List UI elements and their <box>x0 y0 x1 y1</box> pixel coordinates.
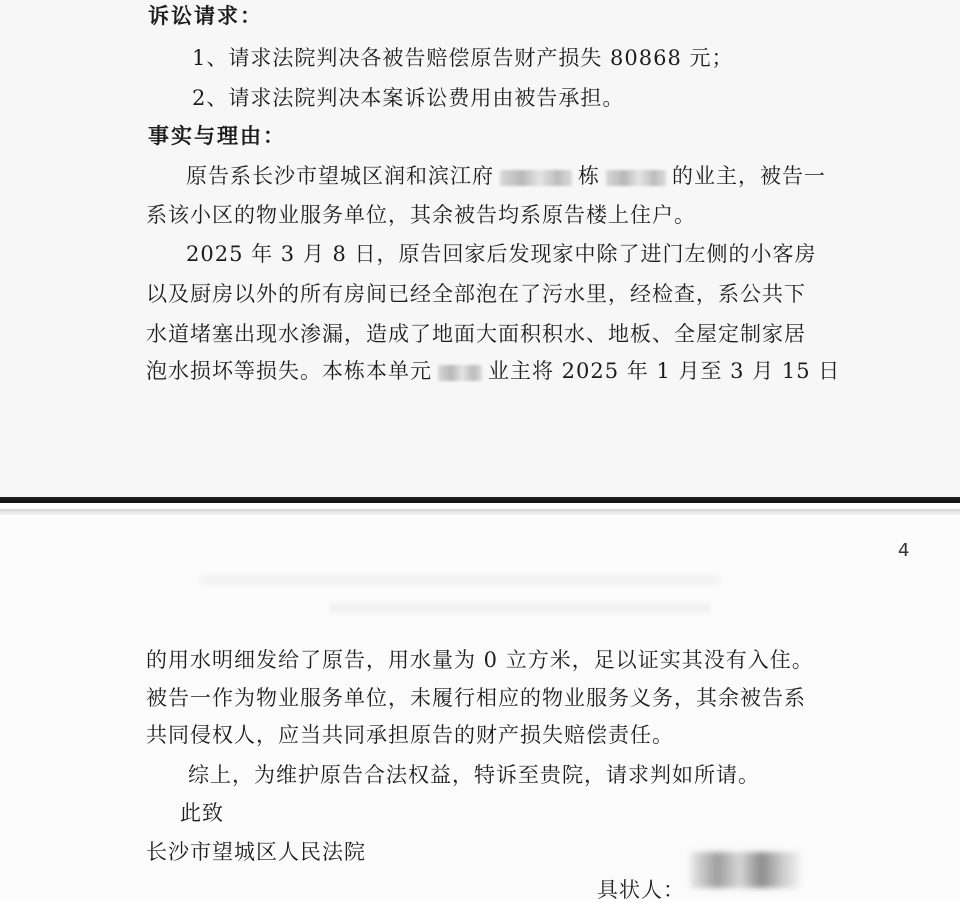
facts-p2-line4 <box>146 357 840 385</box>
court-name: 长沙市望城区人民法院 <box>146 840 366 864</box>
facts-heading: 事实与理由： <box>148 123 286 148</box>
bleed-through-text <box>330 603 710 613</box>
facts-p1-line1 <box>186 162 826 190</box>
facts-p2-line2: 以及厨房以外的所有房间已经全部泡在了污水里，经检查，系公共下 <box>146 282 806 306</box>
claim-item-2: 2、请求法院判决本案诉讼费用由被告承担。 <box>192 86 625 110</box>
closing-salutation: 此致 <box>180 801 224 825</box>
facts-p1-line2: 系该小区的物业服务单位，其余被告均系原告楼上住户。 <box>146 203 696 227</box>
signature-label: 具状人： <box>597 878 685 902</box>
claim-item-1: 1、请求法院判决各被告赔偿原告财产损失 80868 元； <box>192 46 734 70</box>
page2-line2: 被告一作为物业服务单位，未履行相应的物业服务义务，其余被告系 <box>146 686 806 710</box>
page2-line3: 共同侵权人，应当共同承担原告的财产损失赔偿责任。 <box>146 723 674 747</box>
facts-p2-line3: 水道堵塞出现水渗漏，造成了地面大面积积水、地板、全屋定制家居 <box>146 322 806 346</box>
page2-line4: 综上，为维护原告合法权益，特诉至贵院，请求判如所请。 <box>188 763 760 787</box>
page-number: 4 <box>898 540 910 561</box>
claims-heading: 诉讼请求： <box>148 3 263 28</box>
facts-text: 原告系长沙市望城区润和滨江府 <box>186 164 494 188</box>
facts-text: 业主将 2025 年 1 月至 3 月 15 日 <box>488 359 841 383</box>
facts-p2-line1: 2025 年 3 月 8 日，原告回家后发现家中除了进门左侧的小客房 <box>186 242 817 266</box>
page-divider <box>0 497 960 515</box>
redaction <box>438 365 482 381</box>
page2-line1: 的用水明细发给了原告，用水量为 0 立方米，足以证实其没有入住。 <box>146 648 814 672</box>
redaction <box>500 170 572 186</box>
signature-redaction <box>690 852 800 888</box>
redaction <box>606 170 666 186</box>
bleed-through-text <box>200 575 720 585</box>
facts-text: 的业主，被告一 <box>672 164 826 188</box>
facts-text: 泡水损坏等损失。本栋本单元 <box>146 359 432 383</box>
facts-text: 栋 <box>578 164 600 188</box>
